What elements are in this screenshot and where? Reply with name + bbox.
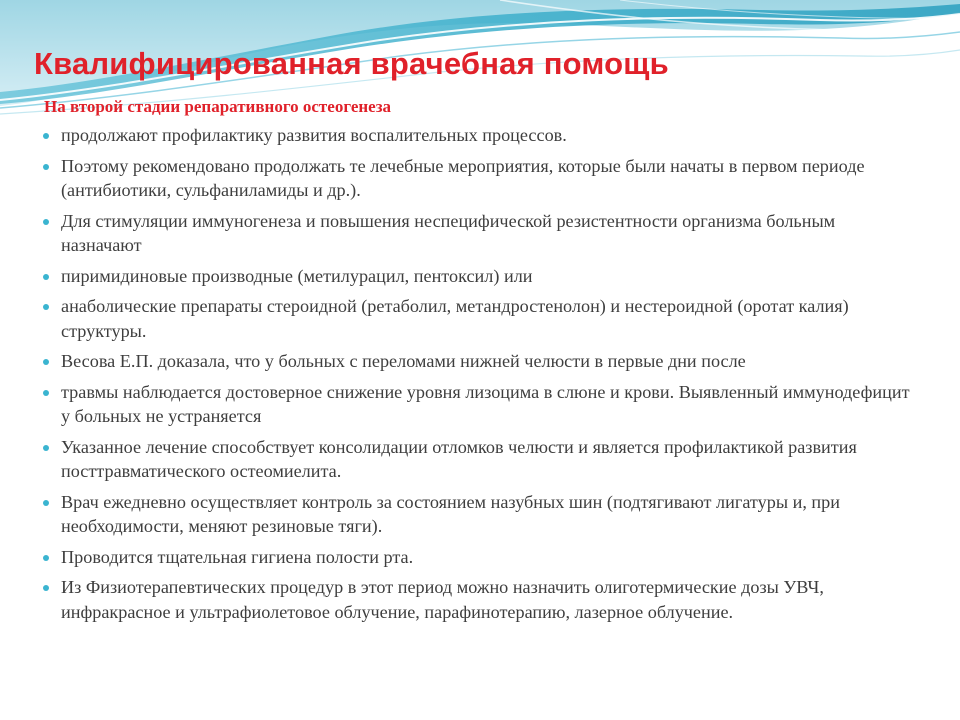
slide-title: Квалифицированная врачебная помощь xyxy=(34,46,669,81)
bullet-item xyxy=(40,264,920,289)
bullet-list xyxy=(40,123,920,630)
bullet-dot-icon xyxy=(43,133,49,139)
bullet-text: анаболические препараты стероидной (ретаболил, метандростенолон) и нестероидной (оротат калия) структуры. xyxy=(61,296,849,341)
bullet-text: Проводится тщательная гигиена полости рта. xyxy=(61,546,414,567)
bullet-text: Для стимуляции иммуногенеза и повышения неспецифической резистентности организма больным назначают xyxy=(61,210,836,255)
bullet-text: Поэтому рекомендовано продолжать те лечебные мероприятия, которые были начаты в первом периоде (антибиотики, сульфаниламиды и др.). xyxy=(61,155,865,200)
bullet-text: пиримидиновые производные (метилурацил, пентоксил) или xyxy=(61,265,533,286)
bullet-dot-icon xyxy=(43,500,49,506)
bullet-dot-icon xyxy=(43,164,49,170)
bullet-dot-icon xyxy=(43,304,49,310)
bullet-item xyxy=(40,380,920,429)
bullet-text: Из Физиотерапевтических процедур в этот период можно назначить олиготермические дозы УВЧ, инфракрасное и ультрафиолетовое облучение, парафинотерапию, лазерное облучение. xyxy=(61,577,824,622)
slide-subtitle: На второй стадии репаративного остеогенеза xyxy=(44,97,392,116)
bullet-item xyxy=(40,209,920,258)
bullet-item xyxy=(40,490,920,539)
bullet-text: травмы наблюдается достоверное снижение уровня лизоцима в слюне и крови. Выявленный иммунодефицит у больных не устраняется xyxy=(61,381,910,426)
bullet-text: продолжают профилактику развития воспалительных процессов. xyxy=(61,125,567,145)
bullet-dot-icon xyxy=(43,445,49,451)
bullet-text: Врач ежедневно осуществляет контроль за состоянием назубных шин (подтягивают лигатуры и, при необходимости, меняют резиновые тяги). xyxy=(61,491,840,536)
bullet-dot-icon xyxy=(43,555,49,561)
bullet-dot-icon xyxy=(43,390,49,396)
bullet-dot-icon xyxy=(43,274,49,280)
bullet-item xyxy=(40,349,920,374)
bullet-item xyxy=(40,435,920,484)
bullet-item xyxy=(40,294,920,343)
bullet-item xyxy=(40,575,920,624)
bullet-item xyxy=(40,545,920,570)
bullet-dot-icon xyxy=(43,359,49,365)
bullet-dot-icon xyxy=(43,585,49,591)
bullet-dot-icon xyxy=(43,219,49,225)
bullet-text: Весова Е.П. доказала, что у больных с переломами нижней челюсти в первые дни после xyxy=(61,351,746,371)
bullet-item xyxy=(40,154,920,203)
bullet-text: Указанное лечение способствует консолидации отломков челюсти и является профилактикой развития посттравматического остеомиелита. xyxy=(61,436,857,481)
bullet-item xyxy=(40,123,920,148)
